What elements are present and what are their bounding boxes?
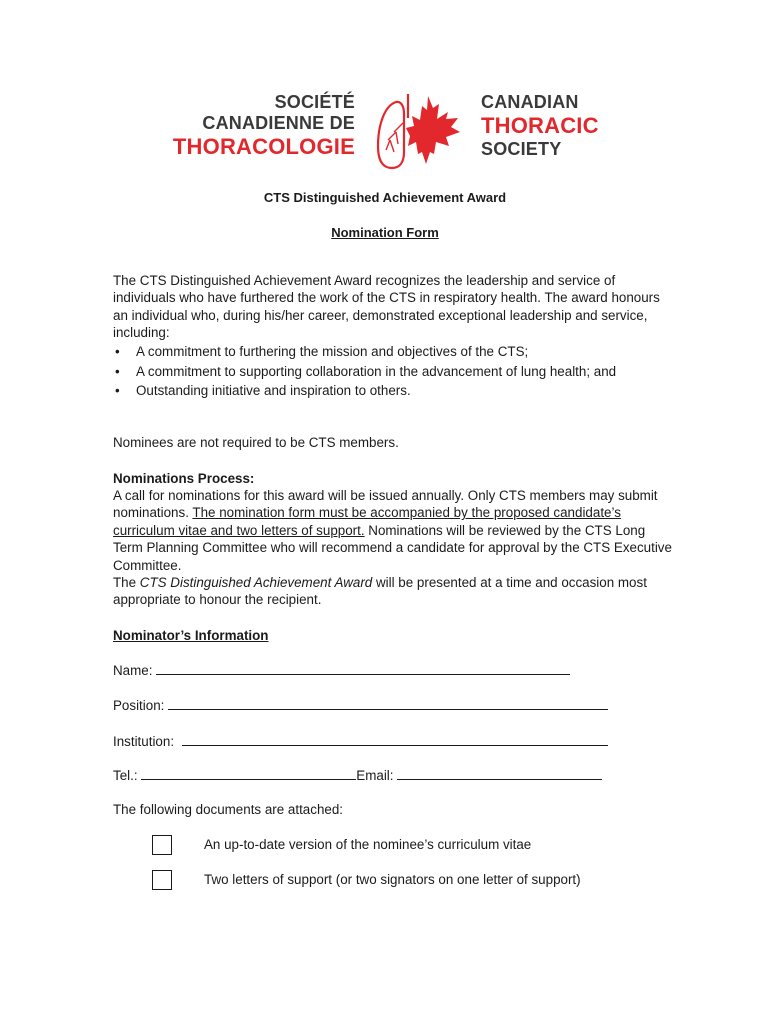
institution-field-row (113, 733, 608, 749)
name-field-row (113, 662, 570, 678)
position-field[interactable] (168, 697, 608, 710)
tel-label: Tel.: (113, 768, 138, 783)
presentation-text-start: The (113, 575, 140, 591)
lungs-maple-leaf-icon (366, 92, 474, 172)
logo-fr-line-2: CANADIENNE DE (202, 113, 355, 133)
logo-french-name (173, 92, 355, 160)
form-subtitle: Nomination Form (331, 225, 439, 240)
nominator-heading: Nominator’s Information (113, 628, 269, 643)
logo-fr-line-3: THORACOLOGIE (172, 134, 355, 159)
logo-en-line-3: SOCIETY (481, 139, 562, 159)
cts-logo (172, 92, 608, 172)
members-note: Nominees are not required to be CTS members. (113, 435, 399, 450)
position-field-row (113, 697, 608, 713)
process-text-start: A call for nominations for this award will be issued annually. Only CTS members may submit nominations. (113, 488, 658, 521)
email-field[interactable] (397, 767, 602, 780)
process-text-end: Nominations will be reviewed by the CTS Long Term Planning Committee who will recommend a candidate for approval by the CTS Executive Committee. (113, 522, 672, 573)
presentation-award-name: CTS Distinguished Achievement Award (139, 575, 373, 591)
list-item: • A commitment to supporting collaboration in the advancement of lung health; and (113, 362, 673, 382)
process-paragraph (113, 487, 673, 609)
logo-en-line-1: CANADIAN (481, 92, 579, 112)
cv-checkbox[interactable] (152, 835, 172, 855)
letters-checkbox[interactable] (152, 870, 172, 890)
tel-field[interactable] (141, 767, 356, 780)
presentation-text-end: will be presented at a time and occasion most appropriate to honour the recipient. (113, 575, 647, 608)
logo-english-name (481, 92, 599, 160)
name-label: Name: (113, 663, 153, 678)
intro-paragraph: The CTS Distinguished Achievement Award recognizes the leadership and service of individuals who have furthered the work of the CTS in respiratory health. The award honours an individual who, during his/her career, demonstrated exceptional leadership and service, including: (113, 273, 660, 341)
criteria-list (113, 342, 673, 401)
letters-checkbox-label: Two letters of support (or two signators on one letter of support) (204, 872, 581, 887)
logo-en-line-2: THORACIC (481, 113, 599, 138)
institution-field[interactable] (182, 733, 608, 746)
logo-fr-line-1: SOCIÉTÉ (274, 92, 355, 112)
list-item: • A commitment to furthering the mission and objectives of the CTS; (113, 342, 673, 362)
institution-label: Institution: (113, 734, 175, 749)
attached-heading: The following documents are attached: (113, 802, 344, 817)
email-label: Email: (356, 768, 394, 783)
process-requirement: The nomination form must be accompanied by the proposed candidate’s curriculum vitae and two letters of support. (113, 505, 621, 538)
list-item: • Outstanding initiative and inspiration to others. (113, 381, 673, 401)
name-field[interactable] (156, 662, 570, 675)
contact-field-row (113, 767, 602, 783)
process-heading: Nominations Process: (113, 471, 255, 486)
position-label: Position: (113, 698, 165, 713)
award-title: CTS Distinguished Achievement Award (263, 190, 507, 205)
cv-checkbox-label: An up-to-date version of the nominee’s curriculum vitae (204, 837, 532, 852)
